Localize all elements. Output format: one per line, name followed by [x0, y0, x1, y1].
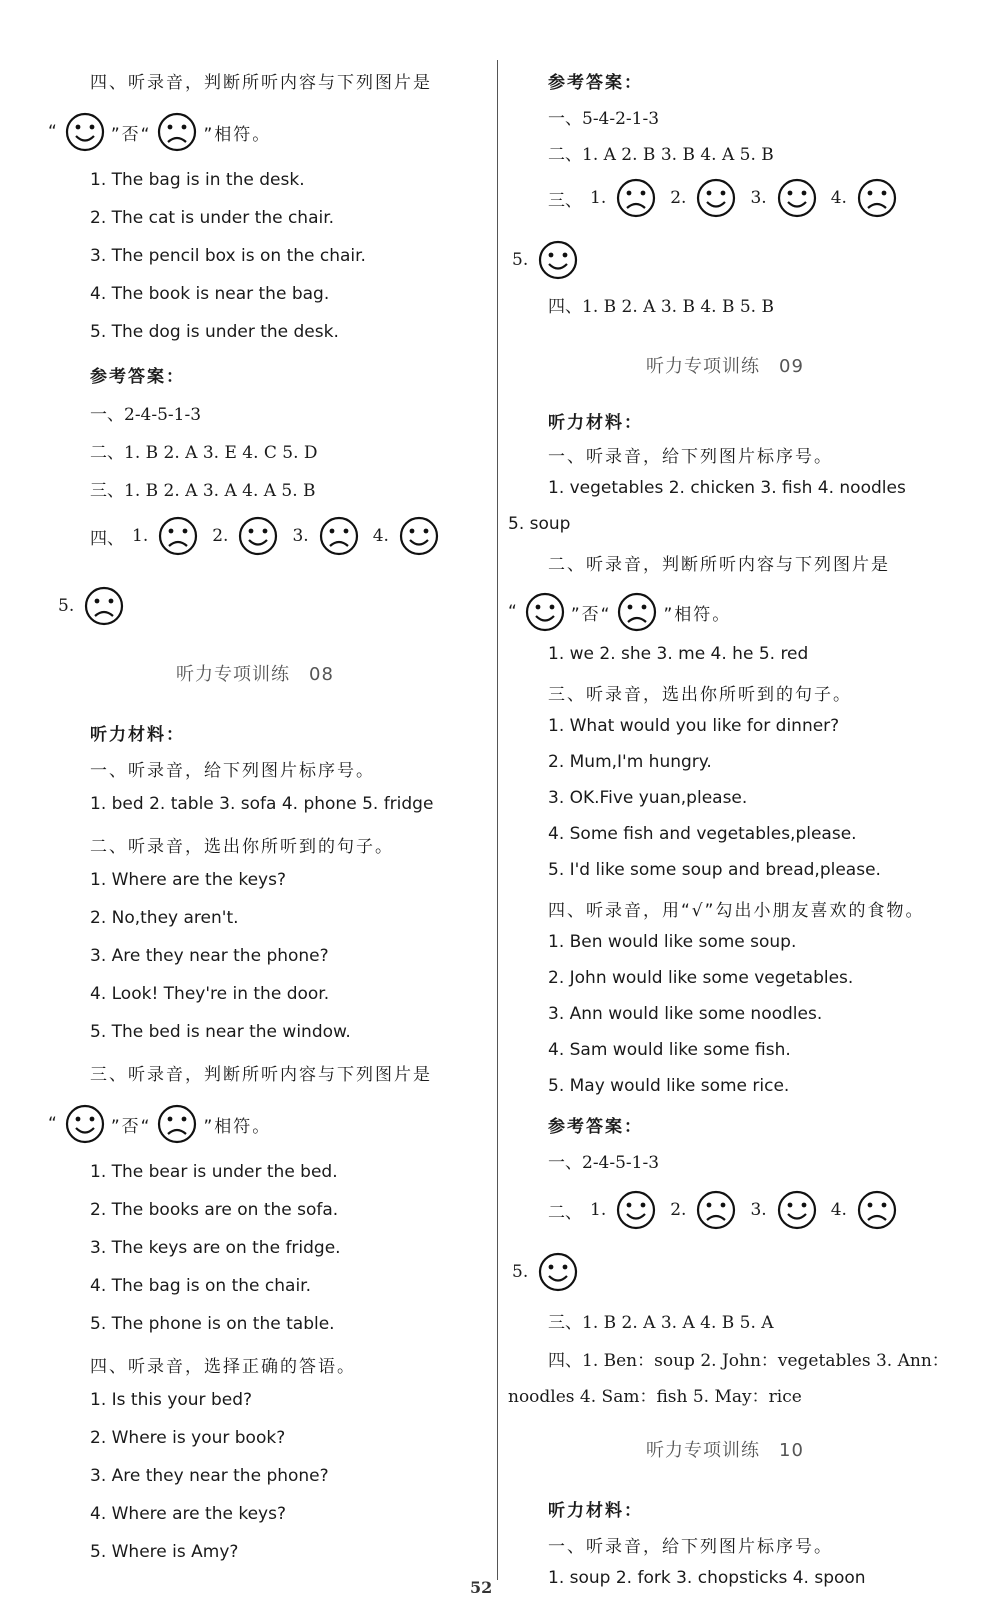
- reference-answer-label: 参考答案：: [548, 1117, 643, 1137]
- section-intro: 四、听录音，用“√”勾出小朋友喜欢的食物。: [548, 901, 925, 921]
- answer-number: 4.: [830, 1200, 847, 1220]
- section-title: 听力专项训练 09: [646, 356, 804, 377]
- list-item: 1. The bear is under the bed.: [90, 1162, 338, 1182]
- answer-number: 2.: [212, 526, 229, 546]
- quote-mid: ”否“: [570, 604, 612, 625]
- answer-line: 二、1. B 2. A 3. E 4. C 5. D: [90, 443, 318, 463]
- list-item: 2. John would like some vegetables.: [548, 968, 854, 988]
- answer-faces-row: [90, 516, 445, 556]
- word-list: 1. bed 2. table 3. sofa 4. phone 5. fridge: [90, 794, 434, 814]
- section-title: 听力专项训练 08: [176, 664, 334, 685]
- happy-face-icon: [538, 240, 578, 280]
- answer-faces-row: [548, 1190, 903, 1230]
- happy-face-icon: [65, 1104, 105, 1144]
- answer-number: 5.: [512, 1262, 529, 1282]
- list-item: 1. What would you like for dinner?: [548, 716, 840, 736]
- happy-face-icon: [65, 112, 105, 152]
- quote-mid: ”否“: [110, 124, 152, 145]
- happy-face-icon: [399, 516, 439, 556]
- answer-line: 一、5-4-2-1-3: [548, 109, 660, 129]
- answer-faces-row: [548, 178, 903, 218]
- page-number: 52: [470, 1578, 493, 1597]
- material-label: 听力材料：: [548, 413, 643, 433]
- list-item: 4. Where are the keys?: [90, 1504, 286, 1524]
- word-list: 1. vegetables 2. chicken 3. fish 4. noodles: [548, 478, 906, 498]
- list-item: 1. Where are the keys?: [90, 870, 286, 890]
- section-4-intro: 四、听录音，判断所听内容与下列图片是: [90, 73, 432, 93]
- quote-open: “: [48, 122, 59, 142]
- answer-number: 4.: [372, 526, 389, 546]
- list-item: 2. The cat is under the chair.: [90, 208, 335, 228]
- answer-number: 5.: [58, 596, 75, 616]
- answer-prefix: 四、: [90, 528, 124, 549]
- answer-line: 一、2-4-5-1-3: [548, 1153, 660, 1173]
- list-item: 5. May would like some rice.: [548, 1076, 790, 1096]
- word-list: 1. soup 2. fork 3. chopsticks 4. spoon: [548, 1568, 866, 1588]
- list-item: 1. Is this your bed?: [90, 1390, 253, 1410]
- list-item: 4. Some fish and vegetables,please.: [548, 824, 857, 844]
- answer-number: 1.: [590, 188, 607, 208]
- happy-face-icon: [777, 1190, 817, 1230]
- list-item: 3. Are they near the phone?: [90, 946, 329, 966]
- answer-line: 二、1. A 2. B 3. B 4. A 5. B: [548, 145, 774, 165]
- answer-line: 四、1. Ben：soup 2. John：vegetables 3. Ann：: [548, 1351, 949, 1371]
- reference-answer-label: 参考答案：: [90, 367, 185, 387]
- happy-face-icon: [525, 592, 565, 632]
- answer-prefix: 三、: [548, 190, 582, 211]
- material-label: 听力材料：: [548, 1501, 643, 1521]
- answer-number: 3.: [292, 526, 309, 546]
- list-item: 3. OK.Five yuan,please.: [548, 788, 748, 808]
- list-item: 2. Mum,I'm hungry.: [548, 752, 712, 772]
- word-list: 1. we 2. she 3. me 4. he 5. red: [548, 644, 809, 664]
- quote-close: ”相符。: [203, 1116, 272, 1137]
- quote-open: “: [48, 1114, 59, 1134]
- answer-number: 5.: [512, 250, 529, 270]
- list-item: 2. Where is your book?: [90, 1428, 286, 1448]
- sad-face-icon: [84, 586, 124, 626]
- list-item: 1. The bag is in the desk.: [90, 170, 305, 190]
- answer-line: noodles 4. Sam：fish 5. May：rice: [508, 1387, 802, 1407]
- section-intro: 三、听录音，判断所听内容与下列图片是: [90, 1065, 432, 1085]
- answer-faces-row: [504, 1252, 584, 1292]
- word-list: 5. soup: [508, 514, 571, 534]
- section-title: 听力专项训练 10: [646, 1440, 804, 1461]
- happy-face-icon: [616, 1190, 656, 1230]
- list-item: 3. Ann would like some noodles.: [548, 1004, 823, 1024]
- quote-close: ”相符。: [663, 604, 732, 625]
- sad-face-icon: [617, 592, 657, 632]
- answer-number: 2.: [670, 188, 687, 208]
- section-4-intro-faces: [48, 112, 271, 152]
- material-label: 听力材料：: [90, 725, 185, 745]
- list-item: 4. Sam would like some fish.: [548, 1040, 791, 1060]
- section-intro-faces: [48, 1104, 271, 1144]
- reference-answer-label: 参考答案：: [548, 73, 643, 93]
- section-intro: 二、听录音，判断所听内容与下列图片是: [548, 555, 890, 575]
- answer-prefix: 二、: [548, 1202, 582, 1223]
- happy-face-icon: [538, 1252, 578, 1292]
- sad-face-icon: [319, 516, 359, 556]
- list-item: 3. The pencil box is on the chair.: [90, 246, 366, 266]
- answer-line: 四、1. B 2. A 3. B 4. B 5. B: [548, 297, 774, 317]
- sad-face-icon: [157, 1104, 197, 1144]
- column-divider: [497, 60, 498, 1580]
- quote-mid: ”否“: [110, 1116, 152, 1137]
- list-item: 3. Are they near the phone?: [90, 1466, 329, 1486]
- answer-number: 4.: [830, 188, 847, 208]
- sad-face-icon: [696, 1190, 736, 1230]
- sad-face-icon: [857, 178, 897, 218]
- section-intro: 二、听录音，选出你所听到的句子。: [90, 837, 394, 857]
- answer-number: 2.: [670, 1200, 687, 1220]
- quote-open: “: [508, 602, 519, 622]
- sad-face-icon: [157, 112, 197, 152]
- list-item: 4. The book is near the bag.: [90, 284, 330, 304]
- list-item: 4. Look! They're in the door.: [90, 984, 330, 1004]
- happy-face-icon: [777, 178, 817, 218]
- answer-number: 1.: [590, 1200, 607, 1220]
- quote-close: ”相符。: [203, 124, 272, 145]
- answer-number: 3.: [750, 188, 767, 208]
- answer-line: 一、2-4-5-1-3: [90, 405, 202, 425]
- happy-face-icon: [238, 516, 278, 556]
- list-item: 5. I'd like some soup and bread,please.: [548, 860, 881, 880]
- section-intro: 一、听录音，给下列图片标序号。: [90, 761, 375, 781]
- answer-number: 1.: [132, 526, 149, 546]
- list-item: 2. The books are on the sofa.: [90, 1200, 339, 1220]
- list-item: 5. Where is Amy?: [90, 1542, 239, 1562]
- list-item: 5. The dog is under the desk.: [90, 322, 339, 342]
- answer-faces-row: [50, 586, 130, 626]
- answer-faces-row: [504, 240, 584, 280]
- section-intro: 一、听录音，给下列图片标序号。: [548, 447, 833, 467]
- list-item: 5. The phone is on the table.: [90, 1314, 335, 1334]
- list-item: 5. The bed is near the window.: [90, 1022, 351, 1042]
- sad-face-icon: [857, 1190, 897, 1230]
- happy-face-icon: [696, 178, 736, 218]
- answer-line: 三、1. B 2. A 3. A 4. B 5. A: [548, 1313, 774, 1333]
- sad-face-icon: [616, 178, 656, 218]
- list-item: 1. Ben would like some soup.: [548, 932, 797, 952]
- section-intro: 一、听录音，给下列图片标序号。: [548, 1537, 833, 1557]
- list-item: 3. The keys are on the fridge.: [90, 1238, 341, 1258]
- list-item: 2. No,they aren't.: [90, 908, 239, 928]
- answer-number: 3.: [750, 1200, 767, 1220]
- section-intro: 三、听录音，选出你所听到的句子。: [548, 685, 852, 705]
- section-intro-faces: [508, 592, 731, 632]
- sad-face-icon: [158, 516, 198, 556]
- list-item: 4. The bag is on the chair.: [90, 1276, 312, 1296]
- answer-line: 三、1. B 2. A 3. A 4. A 5. B: [90, 481, 316, 501]
- section-intro: 四、听录音，选择正确的答语。: [90, 1357, 356, 1377]
